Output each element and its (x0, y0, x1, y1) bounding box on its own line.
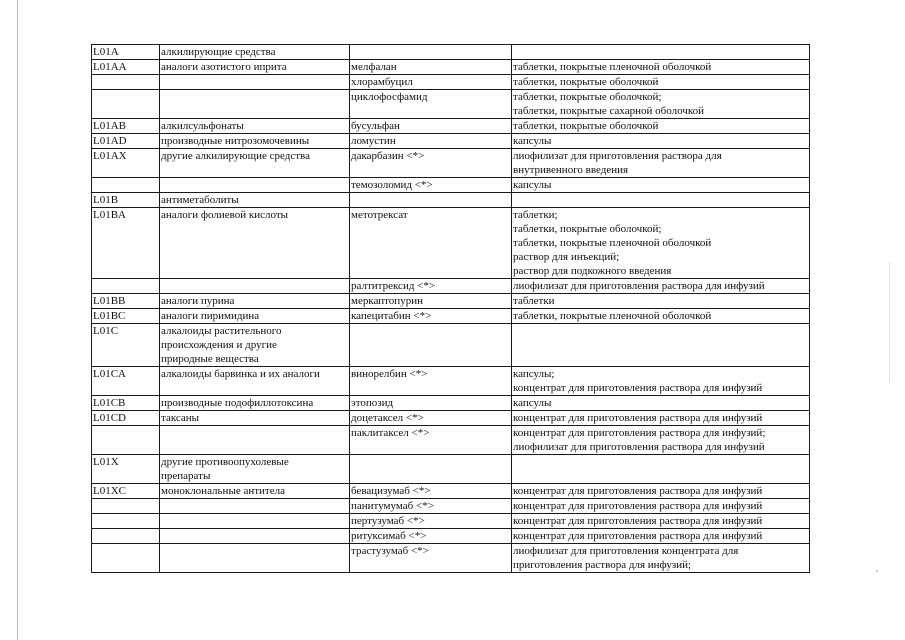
dosage-form-cell (512, 45, 810, 60)
drug-name-cell: бевацизумаб <*> (350, 484, 512, 499)
drug-name-cell: ломустин (350, 134, 512, 149)
atc-code-cell: L01A (92, 45, 160, 60)
dosage-form-line: внутривенного введения (513, 164, 629, 176)
drug-name-cell: трастузумаб <*> (350, 544, 512, 573)
table-body (92, 45, 810, 573)
atc-code-cell: L01BB (92, 294, 160, 309)
atc-code-cell (92, 178, 160, 193)
dosage-form-line: капсулы; (513, 368, 555, 380)
dosage-form-cell (512, 60, 810, 75)
anatomical-group-cell (160, 45, 350, 60)
dosage-form-cell (512, 499, 810, 514)
table-row (92, 45, 810, 60)
dosage-form-line: концентрат для приготовления раствора для инфузий; (513, 427, 766, 439)
dosage-form-line: таблетки, покрытые пленочной оболочкой (513, 61, 712, 73)
table-row (92, 455, 810, 484)
anatomical-group-cell (160, 90, 350, 119)
anatomical-group-cell (160, 208, 350, 279)
drug-name-cell: дакарбазин <*> (350, 149, 512, 178)
group-line: алкалоиды барвинка и их аналоги (161, 368, 320, 380)
atc-code-cell (92, 499, 160, 514)
drug-name-cell: винорелбин <*> (350, 367, 512, 396)
table-row (92, 294, 810, 309)
group-line: моноклональные антитела (161, 485, 285, 497)
group-line: препараты (161, 470, 211, 482)
group-line: аналоги пурина (161, 295, 235, 307)
table-row (92, 193, 810, 208)
table-row (92, 544, 810, 573)
anatomical-group-cell (160, 367, 350, 396)
drug-name-cell: панитумумаб <*> (350, 499, 512, 514)
drug-name-cell: капецитабин <*> (350, 309, 512, 324)
atc-code-cell: L01AA (92, 60, 160, 75)
dosage-form-line: таблетки, покрытые оболочкой (513, 120, 659, 132)
dosage-form-line: таблетки, покрытые пленочной оболочкой (513, 310, 712, 322)
drug-name-cell (350, 45, 512, 60)
dosage-form-line: таблетки, покрытые сахарной оболочкой (513, 105, 705, 117)
atc-code-cell: L01BA (92, 208, 160, 279)
table-row (92, 529, 810, 544)
dosage-form-line: таблетки; (513, 209, 558, 221)
anatomical-group-cell (160, 455, 350, 484)
group-line: алкалоиды растительного (161, 325, 282, 337)
table-row (92, 396, 810, 411)
table-row (92, 208, 810, 279)
table-row (92, 60, 810, 75)
atc-code-cell: L01B (92, 193, 160, 208)
group-line: другие противоопухолевые (161, 456, 289, 468)
dosage-form-line: лиофилизат для приготовления раствора для инфузий (513, 280, 765, 292)
dosage-form-cell (512, 178, 810, 193)
drug-name-cell: мелфалан (350, 60, 512, 75)
group-line: происхождения и другие (161, 339, 277, 351)
anatomical-group-cell (160, 426, 350, 455)
atc-code-cell: L01C (92, 324, 160, 367)
table-row (92, 367, 810, 396)
table-row (92, 484, 810, 499)
group-line: таксаны (161, 412, 200, 424)
drug-name-cell: хлорамбуцил (350, 75, 512, 90)
dosage-form-cell (512, 279, 810, 294)
group-line: аналоги пиримидина (161, 310, 260, 322)
table-row (92, 324, 810, 367)
page-left-border (17, 0, 18, 640)
dosage-form-cell (512, 324, 810, 367)
drug-name-cell: темозоломид <*> (350, 178, 512, 193)
dosage-form-line: раствор для подкожного введения (513, 265, 672, 277)
dosage-form-cell (512, 90, 810, 119)
atc-code-cell (92, 75, 160, 90)
group-line: природные вещества (161, 353, 259, 365)
dosage-form-cell (512, 75, 810, 90)
dosage-form-line: концентрат для приготовления раствора для инфузий (513, 485, 763, 497)
drug-name-cell: пертузумаб <*> (350, 514, 512, 529)
dosage-form-line: таблетки, покрытые оболочкой (513, 76, 659, 88)
dosage-form-line: капсулы (513, 397, 552, 409)
table-row (92, 90, 810, 119)
anatomical-group-cell (160, 514, 350, 529)
dosage-form-line: лиофилизат для приготовления раствора для (513, 150, 722, 162)
dosage-form-line: таблетки, покрытые оболочкой; (513, 91, 662, 103)
table-row (92, 149, 810, 178)
atc-code-cell (92, 90, 160, 119)
anatomical-group-cell (160, 119, 350, 134)
anatomical-group-cell (160, 411, 350, 426)
dosage-form-line: таблетки, покрытые пленочной оболочкой (513, 237, 712, 249)
drug-name-cell (350, 324, 512, 367)
page-right-mark (889, 262, 890, 382)
table-row (92, 134, 810, 149)
table-row (92, 309, 810, 324)
atc-code-cell (92, 544, 160, 573)
atc-code-cell (92, 514, 160, 529)
drug-name-cell: бусульфан (350, 119, 512, 134)
drug-classification-table (91, 44, 810, 573)
dosage-form-cell (512, 396, 810, 411)
dosage-form-line: концентрат для приготовления раствора для инфузий (513, 515, 763, 527)
atc-code-cell: L01AD (92, 134, 160, 149)
anatomical-group-cell (160, 193, 350, 208)
group-line: алкилирующие средства (161, 46, 276, 58)
dosage-form-line: лиофилизат для приготовления раствора для инфузий (513, 441, 765, 453)
dosage-form-line: капсулы (513, 135, 552, 147)
table-row (92, 75, 810, 90)
drug-name-cell: метотрексат (350, 208, 512, 279)
dosage-form-cell (512, 149, 810, 178)
dosage-form-cell (512, 367, 810, 396)
group-line: производные нитрозомочевины (161, 135, 310, 147)
anatomical-group-cell (160, 60, 350, 75)
drug-name-cell (350, 455, 512, 484)
page-speck (876, 570, 878, 572)
table-row (92, 178, 810, 193)
anatomical-group-cell (160, 294, 350, 309)
atc-code-cell (92, 529, 160, 544)
drug-name-cell: этопозид (350, 396, 512, 411)
dosage-form-line: концентрат для приготовления раствора для инфузий (513, 382, 763, 394)
drug-name-cell: меркаптопурин (350, 294, 512, 309)
anatomical-group-cell (160, 279, 350, 294)
table-row (92, 514, 810, 529)
dosage-form-line: таблетки (513, 295, 555, 307)
dosage-form-cell (512, 411, 810, 426)
dosage-form-line: приготовления раствора для инфузий; (513, 559, 692, 571)
group-line: антиметаболиты (161, 194, 239, 206)
atc-code-cell: L01AX (92, 149, 160, 178)
dosage-form-line: капсулы (513, 179, 552, 191)
anatomical-group-cell (160, 396, 350, 411)
dosage-form-line: таблетки, покрытые оболочкой; (513, 223, 662, 235)
atc-code-cell (92, 426, 160, 455)
atc-code-cell: L01XC (92, 484, 160, 499)
anatomical-group-cell (160, 75, 350, 90)
atc-code-cell: L01BC (92, 309, 160, 324)
atc-code-cell: L01CA (92, 367, 160, 396)
group-line: другие алкилирующие средства (161, 150, 310, 162)
dosage-form-cell (512, 134, 810, 149)
anatomical-group-cell (160, 178, 350, 193)
anatomical-group-cell (160, 529, 350, 544)
anatomical-group-cell (160, 309, 350, 324)
drug-name-cell (350, 193, 512, 208)
dosage-form-line: раствор для инъекций; (513, 251, 620, 263)
group-line: аналоги азотистого иприта (161, 61, 287, 73)
atc-code-cell: L01CD (92, 411, 160, 426)
dosage-form-line: концентрат для приготовления раствора для инфузий (513, 500, 763, 512)
anatomical-group-cell (160, 324, 350, 367)
dosage-form-line: концентрат для приготовления раствора для инфузий (513, 412, 763, 424)
atc-code-cell: L01AB (92, 119, 160, 134)
dosage-form-cell (512, 484, 810, 499)
table-row (92, 119, 810, 134)
table-row (92, 499, 810, 514)
dosage-form-line: лиофилизат для приготовления концентрата для (513, 545, 739, 557)
drug-name-cell: циклофосфамид (350, 90, 512, 119)
atc-code-cell: L01CB (92, 396, 160, 411)
anatomical-group-cell (160, 134, 350, 149)
group-line: производные подофиллотоксина (161, 397, 314, 409)
dosage-form-cell (512, 208, 810, 279)
atc-code-cell (92, 279, 160, 294)
group-line: алкилсульфонаты (161, 120, 244, 132)
group-line: аналоги фолиевой кислоты (161, 209, 289, 221)
dosage-form-cell (512, 294, 810, 309)
dosage-form-cell (512, 514, 810, 529)
table-row (92, 411, 810, 426)
dosage-form-line: концентрат для приготовления раствора для инфузий (513, 530, 763, 542)
dosage-form-cell (512, 119, 810, 134)
atc-code-cell: L01X (92, 455, 160, 484)
anatomical-group-cell (160, 149, 350, 178)
dosage-form-cell (512, 426, 810, 455)
anatomical-group-cell (160, 484, 350, 499)
dosage-form-cell (512, 193, 810, 208)
drug-name-cell: ритуксимаб <*> (350, 529, 512, 544)
anatomical-group-cell (160, 544, 350, 573)
table-row (92, 279, 810, 294)
drug-name-cell: паклитаксел <*> (350, 426, 512, 455)
table-row (92, 426, 810, 455)
dosage-form-cell (512, 544, 810, 573)
dosage-form-cell (512, 455, 810, 484)
dosage-form-cell (512, 529, 810, 544)
dosage-form-cell (512, 309, 810, 324)
drug-name-cell: ралтитрексид <*> (350, 279, 512, 294)
drug-name-cell: доцетаксел <*> (350, 411, 512, 426)
anatomical-group-cell (160, 499, 350, 514)
